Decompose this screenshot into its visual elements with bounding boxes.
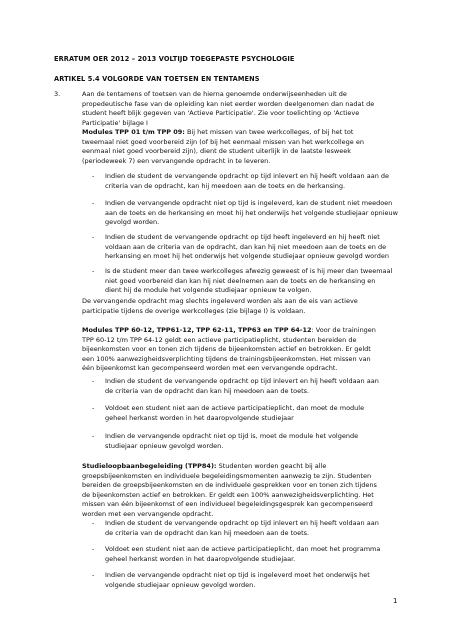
tpp01-bullet-line: criteria van de opdracht, kan hij meedoen aan de toets en de herkansing. (105, 181, 346, 190)
slb-bullet-line: Voldoet een student niet aan de actieve participatieplicht, dan moet het programma (105, 545, 381, 553)
tpp60-heading: Modules TPP 60-12, TPP61-12, TPP 62-11, TPP63 en TPP 64-12 (82, 326, 312, 334)
tpp60-bullet-line: de criteria van de opdracht dan kan hij meedoen aan de toets. (105, 386, 310, 395)
slb-bullet-line: Indien de vervangende opdracht niet op tijd is ingeleverd moet het onderwijs het (105, 571, 370, 579)
intro-line: Aan de tentamens of toetsen van de hierna genoemde onderwijseenheden uit de (82, 90, 347, 98)
tpp60-text: : Voor de trainingen (311, 326, 376, 334)
article-heading: ARTIKEL 5.4 VOLGORDE VAN TOETSEN EN TENTAMENS (54, 75, 260, 83)
tpp60-bullet-line: Voldoet een student niet aan de actieve participatieplicht, dan moet de module (105, 404, 365, 412)
tpp01-line: eenmaal niet goed voorbereid zijn), dient de student uiterlijk in de laatste lesweek (82, 147, 351, 156)
intro-line: propedeutische fase van de opleiding kan niet eerder worden deelgenomen dan nadat de (82, 99, 375, 108)
slb-bullet-line: geheel herkanst worden in het daaropvolgende studiejaar. (105, 554, 296, 563)
slb-line: bereiden de groepsbijeenkomsten en de individuele gesprekken voor en tonen zich tijdens (82, 481, 377, 490)
bullet-marker: - (92, 199, 95, 207)
tpp60-line: bijeenkomsten voor en tonen zich tijdens de bijeenkomsten actief en betrokken. Er geldt (82, 345, 371, 354)
tpp60-bullet-line: Indien de vervangende opdracht niet op tijd is, moet de module het volgende (105, 432, 359, 440)
tpp01-bullet-line: niet goed voorbereid dan kan hij niet deelnemen aan de toets en de herkansing en (105, 276, 376, 285)
tpp60-bullet-line: geheel herkanst worden in het daaropvolgende studiejaar (105, 413, 294, 422)
slb-line: groepsbijeenkomsten en individuele begeleidingsmomenten aanwezig te zijn. Studenten (82, 471, 372, 480)
bullet-marker: - (92, 545, 95, 553)
slb-bullet-line: de criteria van de opdracht dan kan hij meedoen aan de toets. (105, 528, 310, 537)
tpp01-heading: Modules TPP 01 t/m TPP 09: (82, 128, 185, 136)
page-number: 1 (393, 597, 398, 605)
tpp01-closing-line: De vervangende opdracht mag slechts ingeleverd worden als aan de eis van actieve (82, 297, 358, 305)
tpp01-closing-line: participatie tijdens de overige werkcolleges (zie bijlage I) is voldaan. (82, 306, 306, 315)
tpp01-bullet-line: herkansing en moet hij het onderwijs het volgende studiejaar opnieuw gevolgd worden (105, 252, 389, 261)
tpp01-bullet-line: Indien de student de vervangende opdracht op tijd inlevert en hij heeft voldaan aan de (105, 172, 390, 180)
slb-line: missen van één bijeenkomst of een individueel begeleidingsgesprek kan gecompenseerd (82, 500, 373, 509)
bullet-marker: - (92, 404, 95, 412)
slb-text: Studenten worden geacht bij alle (216, 462, 327, 470)
tpp01-bullet-line: Is de student meer dan twee werkcolleges afwezig geweest of is hij meer dan tweemaal (105, 267, 393, 275)
bullet-marker: - (92, 267, 95, 275)
document-title: ERRATUM OER 2012 – 2013 VOLTIJD TOEGEPASTE PSYCHOLOGIE (54, 55, 295, 63)
intro-line: student heeft blijk gegeven van 'Actieve Participatie'. Zie voor toelichting op 'Actieve (82, 109, 360, 118)
bullet-marker: - (92, 233, 95, 241)
slb-bullet-line: volgende studiejaar opnieuw gevolgd worden. (105, 580, 256, 589)
tpp01-bullet-line: voldaan aan de criteria van de opdracht, dan kan hij niet meedoen aan de toets en de (105, 242, 387, 251)
tpp01-bullet-line: dient hij de module het volgende studiejaar opnieuw te volgen. (105, 286, 312, 295)
bullet-marker: - (92, 377, 95, 385)
tpp60-line: TPP 60-12 t/m TPP 64-12 geldt een actieve participatieplicht, studenten bereiden de (82, 335, 357, 344)
tpp01-first-line (82, 128, 353, 136)
bullet-marker: - (92, 571, 95, 579)
tpp01-bullet-line: Indien de vervangende opdracht niet op tijd is ingeleverd, kan de student niet meedoen (105, 199, 393, 207)
slb-line: de bijeenkomsten actief en betrokken. Er geldt een 100% aanwezigheidsverplichting. Het (82, 490, 374, 499)
tpp01-text: Bij het missen van twee werkcolleges, of bij het tot (184, 128, 354, 136)
tpp60-line: een 100% aanwezigheidsverplichting tijdens de trainingsbijeenkomsten. Het missen van (82, 354, 371, 363)
intro-line: Participatie' bijlage I (82, 118, 148, 127)
tpp60-bullet-line: Indien de student de vervangende opdracht op tijd inlevert en hij heeft voldaan aan (105, 377, 379, 385)
bullet-marker: - (92, 519, 95, 527)
item-number: 3. (54, 90, 61, 98)
tpp01-line: tweemaal niet goed voorbereid zijn (of bij het eenmaal missen van het werkcollege en (82, 137, 364, 146)
tpp60-first-line (82, 326, 376, 334)
bullet-marker: - (92, 432, 95, 440)
bullet-marker: - (92, 172, 95, 180)
slb-bullet-line: Indien de student de vervangende opdracht op tijd inlevert en hij heeft voldaan aan (105, 519, 379, 527)
slb-first-line (82, 462, 326, 470)
tpp01-bullet-line: Indien de student de vervangende opdracht op tijd heeft ingeleverd en hij heeft niet (105, 233, 380, 241)
tpp01-line: (periodeweek 7) een vervangende opdracht in te leveren. (82, 156, 271, 165)
tpp01-bullet-line: aan de toets en de herkansing en moet hij het onderwijs het volgende studiejaar opnieuw (105, 208, 398, 217)
tpp60-bullet-line: studiejaar opnieuw gevolgd worden. (105, 441, 224, 450)
tpp01-bullet-line: gevolgd worden. (105, 218, 160, 227)
tpp60-line: één bijeenkomst kan gecompenseerd worden met een vervangende opdracht. (82, 364, 338, 373)
slb-line: worden met een vervangende opdracht. (82, 509, 214, 518)
slb-heading: Studieloopbaanbegeleiding (TPP84): (82, 462, 217, 470)
